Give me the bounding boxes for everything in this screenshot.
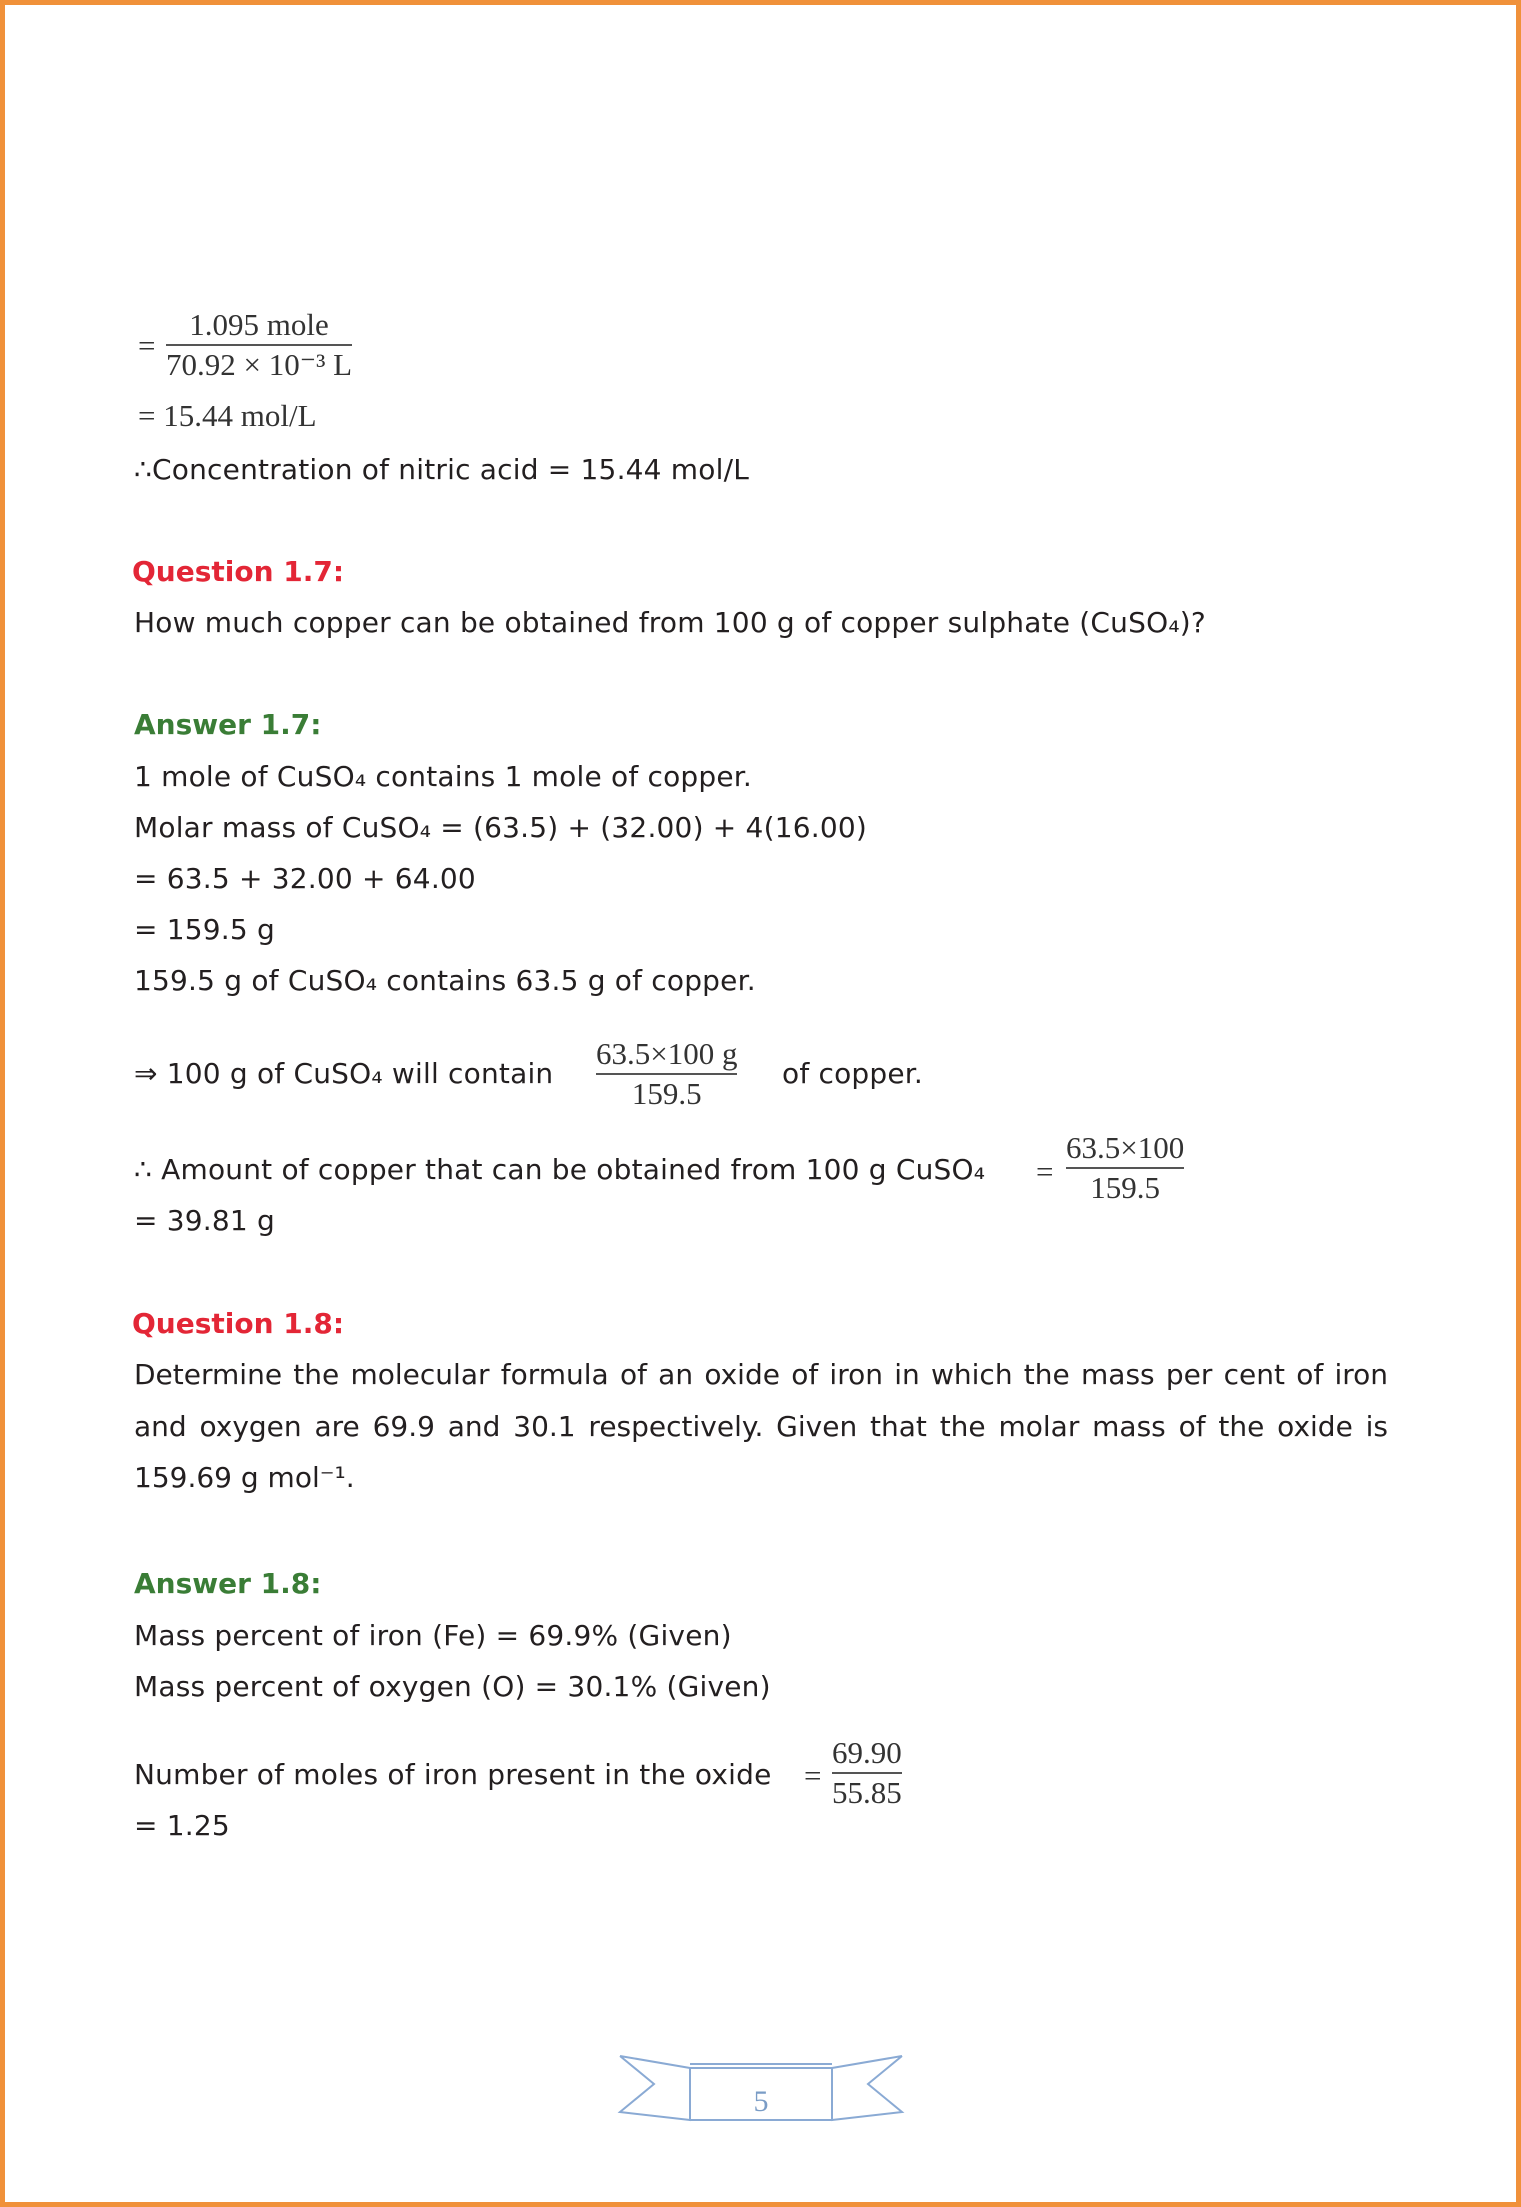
answer-line: Molar mass of CuSO₄ = (63.5) + (32.00) + 4(16.00)	[134, 811, 867, 844]
ribbon-left-tail	[620, 2056, 690, 2120]
answer-line: = 159.5 g	[134, 913, 275, 946]
equals-sign: =	[1036, 1154, 1054, 1189]
fraction-denominator: 159.5	[631, 1076, 702, 1111]
answer-1-8-heading: Answer 1.8:	[134, 1567, 322, 1600]
copper-amount-fraction	[1066, 1129, 1184, 1207]
question-1-7-heading: Question 1.7:	[132, 555, 345, 588]
answer-line: ⇒ 100 g of CuSO₄ will contain	[134, 1057, 554, 1090]
equals-sign: =	[138, 328, 156, 363]
question-1-8-heading: Question 1.8:	[132, 1307, 345, 1340]
answer-line: Number of moles of iron present in the oxide	[134, 1758, 772, 1791]
question-1-8-text: Determine the molecular formula of an oxide of iron in which the mass per cent of iron and oxygen are 69.9 and 30.1 respectively. Given that the molar mass of the oxide is 159.69 g mol⁻¹.	[134, 1358, 1388, 1494]
nitric-acid-fraction	[166, 306, 352, 384]
answer-line: = 1.25	[134, 1809, 230, 1842]
fraction-numerator: 1.095 mole	[189, 307, 329, 342]
answer-1-7-heading: Answer 1.7:	[134, 708, 322, 741]
question-1-7-text: How much copper can be obtained from 100 g of copper sulphate (CuSO₄)?	[134, 606, 1206, 639]
answer-line: = 39.81 g	[134, 1204, 275, 1237]
fraction-denominator: 159.5	[1090, 1170, 1160, 1205]
answer-line: 1 mole of CuSO₄ contains 1 mole of copper.	[134, 760, 753, 793]
fraction-denominator: 55.85	[832, 1775, 902, 1810]
answer-line: of copper.	[782, 1057, 924, 1090]
fraction-numerator: 63.5×100 g	[596, 1036, 738, 1071]
answer-line: = 63.5 + 32.00 + 64.00	[134, 862, 476, 895]
copper-fraction	[596, 1035, 737, 1113]
fraction-numerator: 63.5×100	[1066, 1130, 1185, 1165]
fraction-denominator: 70.92 × 10⁻³ L	[166, 347, 353, 382]
ribbon-right-tail	[832, 2056, 902, 2120]
iron-moles-fraction	[832, 1734, 902, 1812]
page-number: 5	[753, 2085, 769, 2118]
answer-line: 159.5 g of CuSO₄ contains 63.5 g of copper.	[134, 964, 756, 997]
answer-line: Mass percent of oxygen (O) = 30.1% (Given)	[134, 1670, 771, 1703]
answer-line: Mass percent of iron (Fe) = 69.9% (Given)	[134, 1619, 732, 1652]
conclusion-line: ∴Concentration of nitric acid = 15.44 mol/L	[134, 453, 750, 486]
equals-sign: =	[804, 1758, 822, 1793]
fraction-numerator: 69.90	[832, 1735, 902, 1770]
result-line: = 15.44 mol/L	[138, 398, 317, 433]
answer-line: ∴ Amount of copper that can be obtained from 100 g CuSO₄	[134, 1153, 986, 1186]
